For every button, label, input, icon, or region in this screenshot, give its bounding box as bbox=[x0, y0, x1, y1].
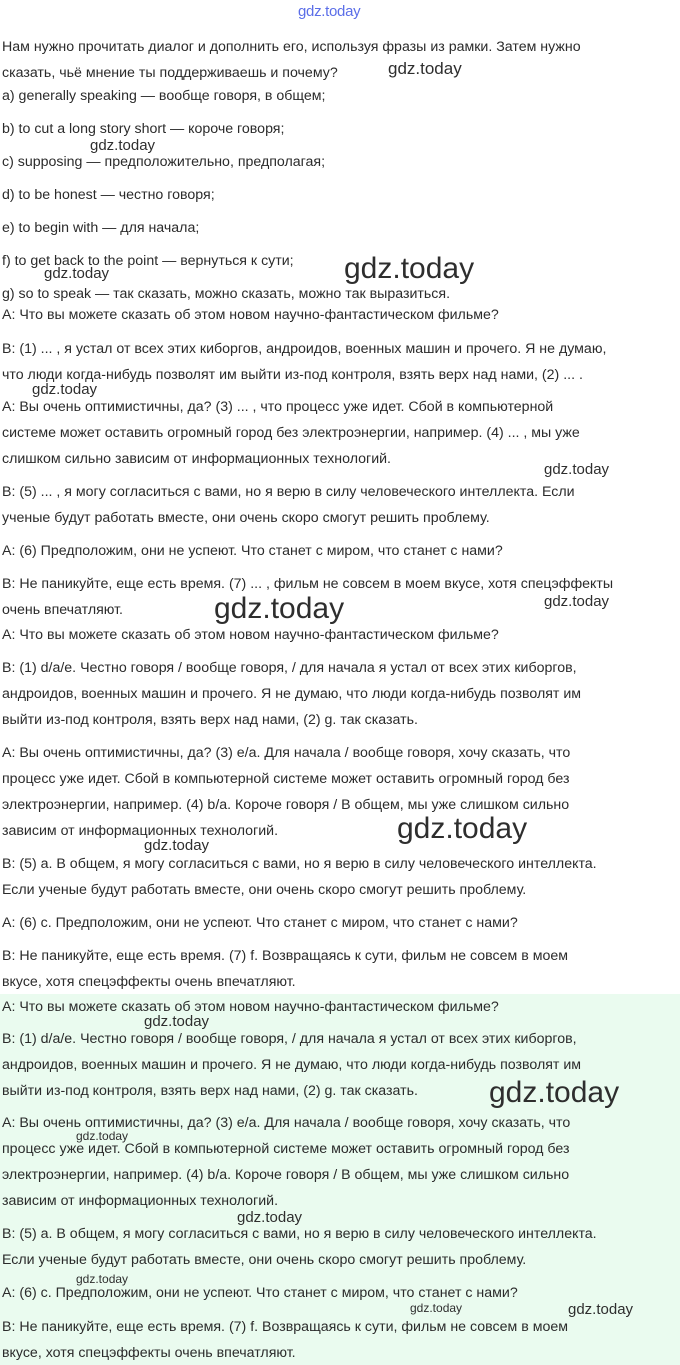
phrase-item: a) generally speaking — вообще говоря, в общем; bbox=[2, 88, 326, 104]
answer-line: A: Что вы можете сказать об этом новом научно-фантастическом фильме? bbox=[2, 999, 499, 1015]
dialog-line: что люди когда-нибудь позволят им выйти из-под контроля, взять верх над нами, (2) ... . bbox=[2, 367, 583, 383]
answer-line: A: Вы очень оптимистичны, да? (3) e/a. Для начала / вообще говоря, хочу сказать, что bbox=[2, 745, 571, 761]
watermark: gdz.today bbox=[544, 461, 610, 478]
intro-line: сказать, чьё мнение ты поддерживаешь и почему? bbox=[2, 65, 338, 81]
site-watermark-header: gdz.today bbox=[298, 3, 361, 20]
dialog-line: B: (5) ... , я могу согласиться с вами, но я верю в силу человеческого интеллекта. Если bbox=[2, 484, 575, 500]
phrase-item: f) to get back to the point — вернуться к сути; bbox=[2, 253, 294, 269]
answer-line: зависим от информационных технологий. bbox=[2, 823, 279, 839]
watermark: gdz.today bbox=[237, 1209, 303, 1226]
watermark: gdz.today bbox=[388, 59, 462, 78]
watermark: gdz.today bbox=[544, 593, 610, 610]
dialog-line: системе может оставить огромный город без электроэнергии, например. (4) ... , мы уже bbox=[2, 425, 580, 441]
answer-line: A: Что вы можете сказать об этом новом научно-фантастическом фильме? bbox=[2, 627, 499, 643]
watermark: gdz.today bbox=[489, 1076, 620, 1109]
watermark: gdz.today bbox=[90, 137, 156, 154]
intro-line: Нам нужно прочитать диалог и дополнить его, используя фразы из рамки. Затем нужно bbox=[2, 39, 581, 55]
dialog-line: очень впечатляют. bbox=[2, 602, 123, 618]
watermark: gdz.today bbox=[144, 1013, 210, 1030]
answer-line: B: Не паникуйте, еще есть время. (7) f. Возвращаясь к сути, фильм не совсем в моем bbox=[2, 1319, 568, 1335]
answer-line: Если ученые будут работать вместе, они очень скоро смогут решить проблему. bbox=[2, 1252, 527, 1268]
phrase-item: b) to cut a long story short — короче говоря; bbox=[2, 121, 285, 137]
answer-line: процесс уже идет. Сбой в компьютерной системе может оставить огромный город без bbox=[2, 1141, 570, 1157]
answer-line: электроэнергии, например. (4) b/a. Короче говоря / В общем, мы уже слишком сильно bbox=[2, 1167, 570, 1183]
phrase-item: c) supposing — предположительно, предполагая; bbox=[2, 154, 326, 170]
answer-line: B: Не паникуйте, еще есть время. (7) f. Возвращаясь к сути, фильм не совсем в моем bbox=[2, 948, 568, 964]
watermark: gdz.today bbox=[44, 265, 110, 282]
answer-line: B: (1) d/a/e. Честно говоря / вообще говоря, / для начала я устал от всех этих киборгов, bbox=[2, 660, 577, 676]
answer-line: зависим от информационных технологий. bbox=[2, 1193, 279, 1209]
watermark: gdz.today bbox=[397, 812, 528, 845]
answer-line: выйти из-под контроля, взять верх над нами, (2) g. так сказать. bbox=[2, 1083, 418, 1099]
watermark: gdz.today bbox=[32, 381, 98, 398]
answer-line: A: Вы очень оптимистичны, да? (3) e/a. Для начала / вообще говоря, хочу сказать, что bbox=[2, 1115, 571, 1131]
watermark: gdz.today bbox=[144, 837, 210, 854]
answer-line: A: (6) c. Предположим, они не успеют. Что станет с миром, что станет с нами? bbox=[2, 915, 518, 931]
answer-line: B: (5) a. В общем, я могу согласиться с вами, но я верю в силу человеческого интеллекта. bbox=[2, 856, 597, 872]
answer-line: процесс уже идет. Сбой в компьютерной системе может оставить огромный город без bbox=[2, 771, 570, 787]
phrase-item: g) so to speak — так сказать, можно сказать, можно так выразиться. bbox=[2, 286, 451, 302]
answer-line: выйти из-под контроля, взять верх над нами, (2) g. так сказать. bbox=[2, 712, 418, 728]
watermark: gdz.today bbox=[214, 592, 345, 625]
answer-line: вкусе, хотя спецэффекты очень впечатляют. bbox=[2, 974, 296, 990]
dialog-line: ученые будут работать вместе, они очень скоро смогут решить проблему. bbox=[2, 510, 490, 526]
phrase-item: e) to begin with — для начала; bbox=[2, 220, 200, 236]
watermark: gdz.today bbox=[410, 1301, 463, 1315]
watermark: gdz.today bbox=[76, 1129, 129, 1143]
answer-line: B: (1) d/a/e. Честно говоря / вообще говоря, / для начала я устал от всех этих киборгов, bbox=[2, 1031, 577, 1047]
watermark: gdz.today bbox=[76, 1272, 129, 1286]
answer-line: электроэнергии, например. (4) b/a. Короче говоря / В общем, мы уже слишком сильно bbox=[2, 797, 570, 813]
answer-line: B: (5) a. В общем, я могу согласиться с вами, но я верю в силу человеческого интеллекта. bbox=[2, 1226, 597, 1242]
watermark: gdz.today bbox=[344, 252, 475, 285]
dialog-line: A: Что вы можете сказать об этом новом научно-фантастическом фильме? bbox=[2, 307, 499, 323]
answer-line: андроидов, военных машин и прочего. Я не думаю, что люди когда-нибудь позволят им bbox=[2, 1057, 582, 1073]
dialog-line: B: (1) ... , я устал от всех этих киборгов, андроидов, военных машин и прочего. Я не думаю, bbox=[2, 341, 607, 357]
dialog-line: слишком сильно зависим от информационных технологий. bbox=[2, 451, 391, 467]
answer-line: андроидов, военных машин и прочего. Я не думаю, что люди когда-нибудь позволят им bbox=[2, 686, 582, 702]
dialog-line: A: (6) Предположим, они не успеют. Что станет с миром, что станет с нами? bbox=[2, 543, 503, 559]
phrase-item: d) to be honest — честно говоря; bbox=[2, 187, 215, 203]
dialog-line: A: Вы очень оптимистичны, да? (3) ... , что процесс уже идет. Сбой в компьютерной bbox=[2, 399, 554, 415]
dialog-line: B: Не паникуйте, еще есть время. (7) ... , фильм не совсем в моем вкусе, хотя спецэффекты bbox=[2, 576, 614, 592]
answer-line: Если ученые будут работать вместе, они очень скоро смогут решить проблему. bbox=[2, 882, 527, 898]
answer-line: вкусе, хотя спецэффекты очень впечатляют. bbox=[2, 1345, 296, 1361]
answer-line: A: (6) c. Предположим, они не успеют. Что станет с миром, что станет с нами? bbox=[2, 1285, 518, 1301]
watermark: gdz.today bbox=[568, 1301, 634, 1318]
